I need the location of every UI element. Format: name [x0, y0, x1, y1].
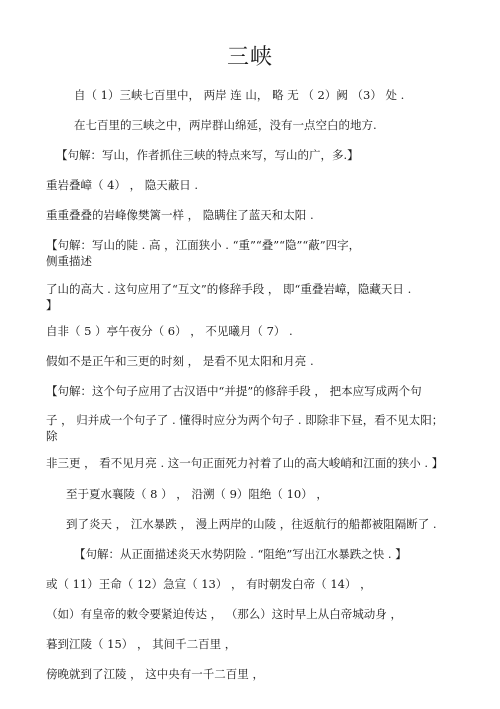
text-line: 至于夏水襄陵（ 8 ） ， 沿溯（ 9）阻绝（ 10） ， — [66, 487, 328, 501]
text-line: 【句解：从正面描述炎天水势阴险 . “阻绝”写出江水暴跌之快 . 】 — [74, 547, 407, 561]
text-line: 或（ 11）王命（ 12）急宣（ 13） ， 有时朝发白帝（ 14） ， — [46, 577, 372, 591]
text-line: 【句解：这个句子应用了古汉语中“并提”的修辞手段 ， 把本应写成两个句 — [46, 384, 422, 398]
text-line: 自（ 1）三峡七百里中， 两岸 连 山， 略 无 （ 2）阙 （3） 处 . — [74, 88, 405, 102]
text-line: 自非（ 5 ）亭午夜分（ 6） ， 不见曦月（ 7） . — [46, 324, 293, 338]
text-line: 了山的高大 . 这句应用了“互文”的修辞手段 ， 即“重叠岩嶂，隐藏天日 . — [46, 282, 412, 296]
page-title: 三峡 — [226, 45, 273, 70]
text-line: 除 — [46, 429, 58, 443]
text-line: 在七百里的三峡之中，两岸群山绵延，没有一点空白的地方. — [74, 118, 377, 132]
text-line: 】 — [46, 298, 58, 312]
text-line: 非三更 ， 看不见月亮 . 这一句正面死力衬着了山的高大峻峭和江面的狭小 . 】 — [46, 456, 444, 470]
text-line: 重岩叠嶂（ 4） ， 隐天蔽日 . — [46, 178, 199, 192]
text-line: 【句解：写山的陡 . 高 ，江面狭小 . “重”“叠”“隐”“蔽”四字， — [46, 238, 361, 252]
text-line: 暮到江陵（ 15） ， 其间千二百里 ， — [46, 637, 237, 651]
text-line: （如）有皇帝的敕令要紧迫传达 ， （那么）这时早上从白帝城动身 ， — [46, 607, 402, 621]
text-line: 到了炎天 ， 江水暴跌 ， 漫上两岸的山陵 ，往返航行的船都被阻隔断了 . — [66, 517, 437, 531]
text-line: 【句解：写山，作者抓住三峡的特点来写，写山的广，多.】 — [56, 148, 359, 162]
text-line: 子 ， 归并成一个句子了 . 懂得时应分为两个句子 . 即除非下昼，看不见太阳； — [46, 413, 444, 427]
text-line: 重重叠叠的岩峰像樊篱一样 ， 隐瞒住了蓝天和太阳 . — [46, 208, 314, 222]
text-line: 傍晚就到了江陵 ， 这中央有一千二百里 ， — [46, 667, 264, 681]
text-line: 侧重描述 — [46, 254, 92, 268]
text-line: 假如不是正午和三更的时刻 ， 是看不见太阳和月亮 . — [46, 354, 314, 368]
